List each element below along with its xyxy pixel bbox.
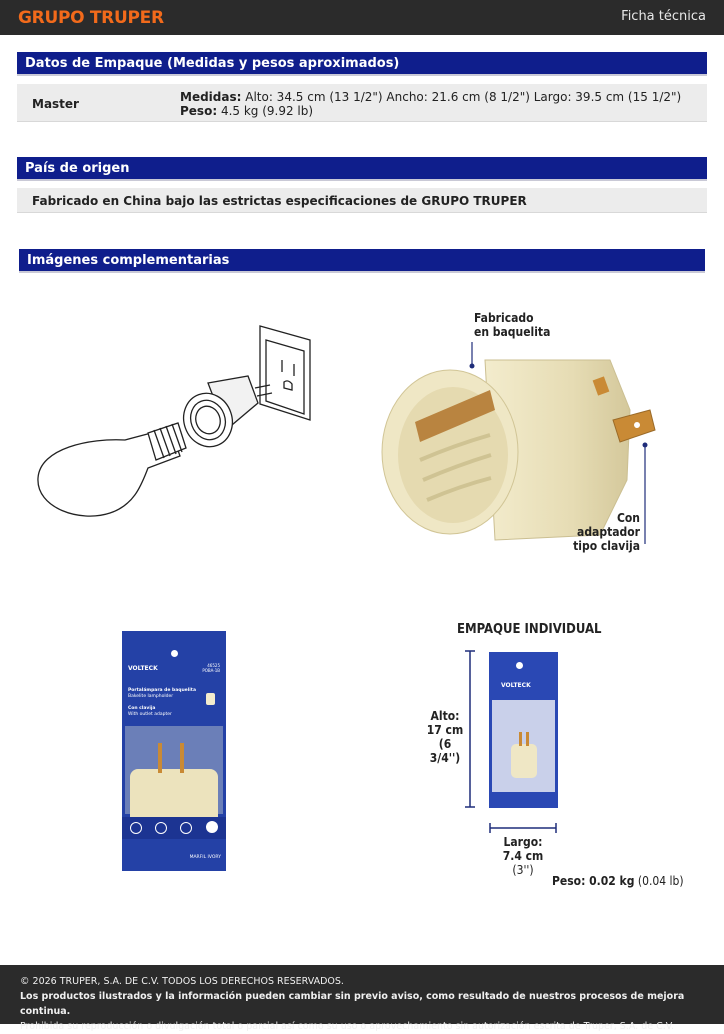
pack-prong-right <box>180 743 184 773</box>
package-front-image <box>122 631 226 871</box>
origin-text: Fabricado en China bajo las estrictas especificaciones de GRUPO TRUPER <box>32 194 527 208</box>
pack-thumbnail <box>206 693 215 705</box>
measures-value: Alto: 34.5 cm (13 1/2") Ancho: 21.6 cm (8 1/2") Largo: 39.5 cm (15 1/2") <box>241 90 682 104</box>
weight-value: 4.5 kg (9.92 lb) <box>217 104 314 118</box>
package-individual-image <box>489 652 558 808</box>
pack-product-name: Portalámpara de baquelita Bakelite lampholder Con clavija With outlet adapter <box>128 688 196 717</box>
master-measures <box>180 90 695 118</box>
usage-illustration <box>30 318 320 528</box>
measures-label: Medidas: <box>180 90 242 104</box>
document-type-label: Ficha técnica <box>621 9 706 24</box>
adapter-drawing <box>176 376 272 454</box>
footer-prohibition: Prohibida su reproducción o divulgación total o parcial así como su uso o aprovechamiento sin autorización escrita de Truper, S.A. de C.V. <box>20 1021 675 1032</box>
footer-notice: Los productos ilustrados y la información pueden cambiar sin previo aviso, como resultado de nuestros procesos de mejora continua. <box>20 991 685 1017</box>
pack-icons-strip <box>122 817 226 839</box>
length-dimension: Largo: 7.4 cm (3'') <box>502 835 544 877</box>
origin-section-title: País de origen <box>17 157 707 181</box>
material-callout: Fabricado en baquelita <box>474 311 551 339</box>
weight-label: Peso: <box>180 104 218 118</box>
master-row <box>17 84 707 122</box>
brand-logo: GRUPO TRUPER <box>18 8 164 28</box>
top-bar <box>0 0 724 35</box>
package-heading: EMPAQUE INDIVIDUAL <box>457 622 602 637</box>
origin-row <box>17 188 707 213</box>
footer-copyright: © 2026 TRUPER, S.A. DE C.V. TODOS LOS DERECHOS RESERVADOS. <box>20 976 344 987</box>
master-label: Master <box>32 97 79 111</box>
pack-color: MARFIL IVORY <box>189 855 221 860</box>
height-dimension: Alto: 17 cm (6 3/4'') <box>426 709 464 765</box>
images-section-title: Imágenes complementarias <box>19 249 705 273</box>
pack-code: 46525 POBA-1B <box>202 663 220 673</box>
hang-hole <box>171 650 178 657</box>
wall-outlet-drawing <box>260 326 310 420</box>
adapter-callout: Con adaptador tipo clavija <box>573 511 640 553</box>
pack-individual-brand: VOLTECK <box>501 682 531 689</box>
footer <box>0 965 724 1032</box>
unit-weight: Peso: 0.02 kg (0.04 lb) <box>552 874 684 888</box>
pack-brand: VOLTECK <box>128 665 158 672</box>
pack-prong-left <box>158 743 162 773</box>
packaging-section-title: Datos de Empaque (Medidas y pesos aproximados) <box>17 52 707 76</box>
pack-product <box>130 769 218 819</box>
light-bulb-drawing <box>38 423 186 516</box>
